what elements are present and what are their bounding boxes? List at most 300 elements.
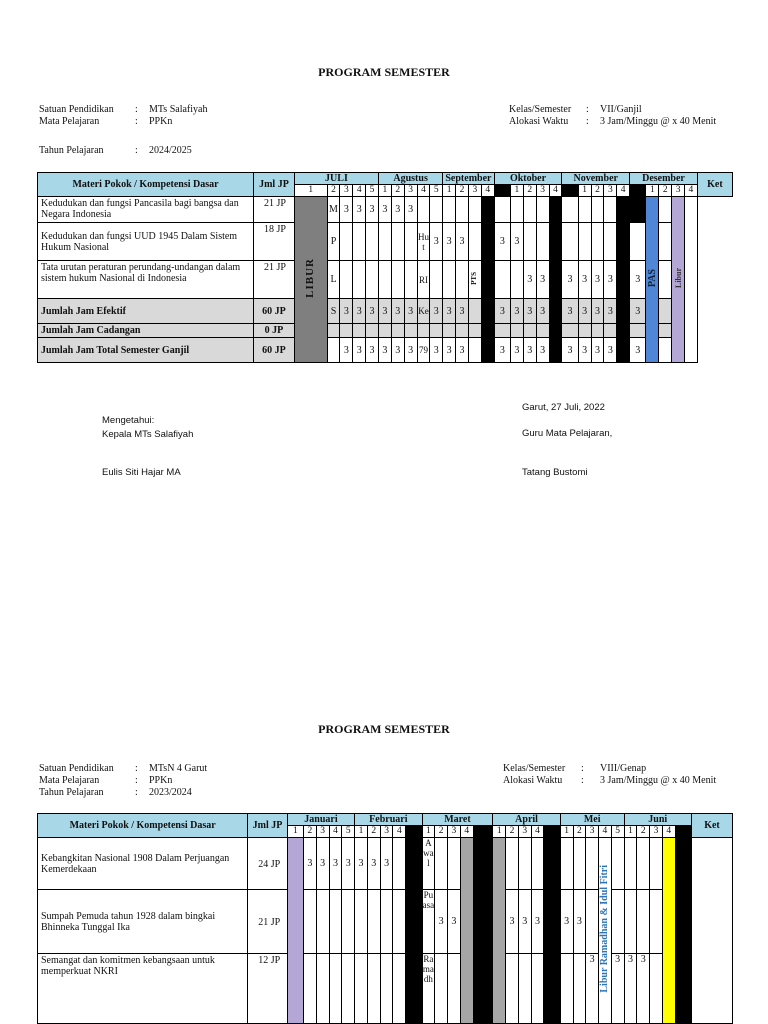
break-column	[617, 197, 630, 363]
grid-cell: 3	[340, 197, 353, 223]
grid-cell	[417, 197, 430, 223]
libur-column	[294, 197, 327, 363]
grid-cell	[468, 324, 481, 338]
grid-cell	[340, 261, 353, 299]
month-desember: Desember	[630, 173, 698, 185]
doc1-title: PROGRAM SEMESTER	[318, 65, 450, 79]
week-cell: 1	[443, 185, 456, 197]
week-cell: 3	[518, 826, 531, 838]
grid-cell	[443, 197, 456, 223]
info-label: Mata Pelajaran	[39, 775, 100, 786]
month-februari: Februari	[355, 814, 422, 826]
week-cell: 3	[404, 185, 417, 197]
month-juni: Juni	[624, 814, 691, 826]
doc1-schedule-table	[37, 172, 733, 363]
week-cell: 3	[316, 826, 329, 838]
info-sep: :	[581, 775, 584, 786]
doc1-sign-left-name: Eulis Siti Hajar MA	[102, 467, 181, 478]
grid-cell	[506, 838, 519, 890]
libur-desember-column	[672, 197, 685, 363]
month-november: November	[562, 173, 630, 185]
month-agustus: Agustus	[379, 173, 443, 185]
grid-cell: 3	[624, 954, 637, 1024]
grid-cell: 3	[456, 299, 469, 324]
week-cell: 1	[646, 185, 659, 197]
week-cell: 5	[342, 826, 355, 838]
info-row	[39, 775, 207, 787]
pas-label: PAS	[646, 268, 658, 288]
grid-cell: Hut	[417, 223, 430, 261]
week-cell	[675, 826, 691, 838]
materi-cell: Tata urutan peraturan perundang-undangan dalam sistem hukum Nasional di Indonesia	[38, 261, 254, 299]
pts-label: PTS	[470, 271, 479, 285]
grid-cell: 3	[510, 299, 523, 324]
break-column	[473, 838, 493, 1024]
grid-cell: 3	[494, 223, 510, 261]
grid-cell	[523, 324, 536, 338]
grid-cell	[562, 223, 578, 261]
doc1-left-info	[39, 104, 207, 128]
jml-cell: 21 JP	[254, 261, 295, 299]
jml-cell: 0 JP	[254, 324, 295, 338]
grid-cell: 3	[430, 338, 443, 363]
grid-cell	[562, 324, 578, 338]
grid-cell	[630, 223, 646, 261]
grid-cell: 3	[391, 338, 404, 363]
pas-column	[646, 197, 659, 363]
doc1-sign-right-name: Tatang Bustomi	[522, 467, 588, 478]
grid-cell	[435, 954, 448, 1024]
grid-cell	[611, 890, 624, 954]
doc2-left-info	[39, 763, 207, 799]
week-cell: 2	[637, 826, 650, 838]
info-sep: :	[586, 116, 589, 127]
week-cell: 2	[304, 826, 317, 838]
info-sep: :	[135, 775, 138, 786]
grid-cell: 3	[578, 261, 591, 299]
jml-cell: 18 JP	[254, 223, 295, 261]
week-cell: 2	[327, 185, 340, 197]
header-ket: Ket	[691, 814, 732, 838]
info-value: 3 Jam/Minggu @ x 40 Menit	[600, 775, 717, 786]
grid-cell	[560, 954, 573, 1024]
grid-cell: 3	[604, 338, 617, 363]
grid-cell	[468, 261, 481, 299]
grid-cell: 3	[379, 197, 392, 223]
materi-cell: Kebangkitan Nasional 1908 Dalam Perjuangan Kemerdekaan	[38, 838, 248, 890]
ket-cell	[691, 838, 732, 1024]
grid-cell: 3	[316, 838, 329, 890]
jml-cell: 21 JP	[254, 197, 295, 223]
grid-cell: 3	[630, 299, 646, 324]
sign-line: Mengetahui:	[102, 415, 155, 426]
grid-cell: 3	[591, 299, 604, 324]
grid-cell	[659, 338, 672, 363]
grid-cell: 3	[353, 338, 366, 363]
week-cell: 4	[481, 185, 494, 197]
week-cell: 3	[468, 185, 481, 197]
week-cell: 1	[422, 826, 435, 838]
doc2-title: PROGRAM SEMESTER	[318, 722, 450, 736]
grid-cell	[342, 954, 355, 1024]
info-row	[509, 116, 716, 128]
week-cell: 1	[624, 826, 637, 838]
break-column	[675, 838, 691, 1024]
materi-cell: Jumlah Jam Total Semester Ganjil	[38, 338, 254, 363]
materi-cell: Jumlah Jam Cadangan	[38, 324, 254, 338]
grid-cell	[316, 954, 329, 1024]
info-row	[503, 775, 716, 787]
week-cell: 2	[456, 185, 469, 197]
month-september: September	[443, 173, 494, 185]
materi-cell: Jumlah Jam Efektif	[38, 299, 254, 324]
grid-cell	[659, 223, 672, 261]
grid-cell	[430, 197, 443, 223]
info-row	[503, 763, 716, 775]
grid-cell	[578, 223, 591, 261]
week-cell: 4	[393, 826, 406, 838]
grid-cell: 3	[494, 299, 510, 324]
week-cell: 1	[560, 826, 573, 838]
grid-cell	[650, 838, 663, 890]
grid-cell: 3	[523, 299, 536, 324]
jml-cell: 60 JP	[254, 299, 295, 324]
grid-cell: M	[327, 197, 340, 223]
month-mei: Mei	[560, 814, 624, 826]
grid-cell	[659, 324, 672, 338]
grid-cell	[329, 954, 342, 1024]
grid-cell	[494, 197, 510, 223]
grid-cell: 3	[353, 299, 366, 324]
week-cell	[494, 185, 510, 197]
grid-cell	[659, 261, 672, 299]
grid-cell	[393, 890, 406, 954]
grid-cell: 3	[630, 261, 646, 299]
info-value: MTs Salafiyah	[149, 104, 208, 115]
week-cell	[562, 185, 578, 197]
week-cell: 5	[430, 185, 443, 197]
grid-cell	[573, 838, 586, 890]
break-column	[544, 838, 560, 1024]
grid-cell: 3	[591, 261, 604, 299]
info-label: Tahun Pelajaran	[39, 787, 104, 798]
grid-cell	[560, 838, 573, 890]
doc1-right-info	[509, 104, 716, 128]
grid-cell: 3	[404, 299, 417, 324]
info-label: Mata Pelajaran	[39, 116, 100, 127]
grid-cell	[518, 954, 531, 1024]
grid-cell	[443, 324, 456, 338]
doc1-tahun	[39, 145, 192, 157]
grid-cell	[518, 838, 531, 890]
grid-cell	[393, 954, 406, 1024]
doc2-schedule-table	[37, 813, 733, 1024]
grid-cell	[650, 954, 663, 1024]
materi-cell: Kedudukan dan fungsi Pancasila bagi bangsa dan Negara Indonesia	[38, 197, 254, 223]
week-cell: 4	[329, 826, 342, 838]
grid-cell	[342, 890, 355, 954]
grid-cell: 3	[604, 261, 617, 299]
grid-cell: 3	[562, 261, 578, 299]
doc1-sign-right-date: Garut, 27 Juli, 2022	[522, 402, 605, 413]
week-cell: 1	[510, 185, 523, 197]
week-cell: 4	[685, 185, 698, 197]
grid-cell	[316, 890, 329, 954]
grid-cell: 3	[404, 338, 417, 363]
grid-cell	[367, 954, 380, 1024]
grid-cell: 3	[366, 338, 379, 363]
grid-cell	[379, 261, 392, 299]
grid-cell	[573, 954, 586, 1024]
grid-cell: 3	[340, 299, 353, 324]
week-cell: 4	[662, 826, 675, 838]
grid-cell: 3	[506, 890, 519, 954]
grid-cell: 3	[604, 299, 617, 324]
grid-cell: 3	[531, 890, 544, 954]
week-cell: 4	[460, 826, 473, 838]
doc2-right-info	[503, 763, 716, 787]
grid-cell	[340, 223, 353, 261]
grid-cell	[637, 838, 650, 890]
info-label: Alokasi Waktu	[503, 775, 563, 786]
grid-cell: 79	[417, 338, 430, 363]
week-cell: 2	[391, 185, 404, 197]
week-cell: 4	[617, 185, 630, 197]
grid-cell: P	[327, 223, 340, 261]
week-cell: 4	[549, 185, 562, 197]
grid-cell	[327, 338, 340, 363]
info-value: 3 Jam/Minggu @ x 40 Menit	[600, 116, 717, 127]
grid-cell	[624, 838, 637, 890]
info-value: 2023/2024	[149, 787, 192, 798]
header-ket: Ket	[697, 173, 732, 197]
info-sep: :	[135, 116, 138, 127]
jml-cell: 60 JP	[254, 338, 295, 363]
grid-cell: Puasa	[422, 890, 435, 954]
info-value: PPKn	[149, 116, 173, 127]
doc1-sign-left	[102, 414, 193, 442]
grid-cell	[637, 890, 650, 954]
grid-cell	[468, 299, 481, 324]
grid-cell	[630, 324, 646, 338]
grid-cell	[391, 261, 404, 299]
grid-cell: 3	[456, 338, 469, 363]
materi-cell: Kedudukan dan fungsi UUD 1945 Dalam Sistem Hukum Nasional	[38, 223, 254, 261]
info-sep: :	[135, 763, 138, 774]
week-cell: 2	[573, 826, 586, 838]
grid-cell	[630, 197, 646, 223]
grid-cell: 3	[586, 954, 599, 1024]
grid-cell	[380, 954, 393, 1024]
jml-cell: 21 JP	[248, 890, 288, 954]
info-label: Tahun Pelajaran	[39, 145, 104, 156]
materi-cell: Semangat dan komitmen kebangsaan untuk memperkuat NKRI	[38, 954, 248, 1024]
grid-cell	[536, 223, 549, 261]
grid-cell	[393, 838, 406, 890]
week-cell: 3	[650, 826, 663, 838]
info-sep: :	[586, 104, 589, 115]
grid-cell	[404, 261, 417, 299]
grid-cell	[659, 197, 672, 223]
grid-cell	[327, 324, 340, 338]
week-cell: 1	[493, 826, 506, 838]
info-sep: :	[135, 104, 138, 115]
info-value: 2024/2025	[149, 145, 192, 156]
grid-cell	[367, 890, 380, 954]
grid-cell	[448, 838, 461, 890]
grid-cell	[510, 261, 523, 299]
grid-cell	[468, 338, 481, 363]
grid-cell: RI	[417, 261, 430, 299]
month-juli: JULI	[294, 173, 378, 185]
grid-cell	[562, 197, 578, 223]
grid-cell	[355, 954, 368, 1024]
grid-cell	[456, 324, 469, 338]
grid-cell: Ramadh	[422, 954, 435, 1024]
grid-cell: 3	[611, 954, 624, 1024]
grid-cell	[494, 324, 510, 338]
doc1-sign-right-role: Guru Mata Pelajaran,	[522, 428, 613, 439]
month-januari: Januari	[287, 814, 354, 826]
info-value: VII/Ganjil	[600, 104, 642, 115]
info-label: Kelas/Semester	[509, 104, 572, 115]
info-sep: :	[135, 145, 138, 156]
grid-cell: 3	[366, 299, 379, 324]
grid-cell: 3	[523, 261, 536, 299]
grid-cell: 3	[367, 838, 380, 890]
grid-cell: 3	[578, 299, 591, 324]
grid-cell	[329, 890, 342, 954]
mei-holiday-label: Libur Ramadhan & Idul Fitri	[599, 865, 611, 993]
grid-cell	[591, 324, 604, 338]
break-column	[549, 197, 562, 363]
week-cell: 3	[604, 185, 617, 197]
break-column	[481, 197, 494, 363]
header-jml: Jml JP	[248, 814, 288, 838]
info-label: Kelas/Semester	[503, 763, 566, 774]
week-cell: 2	[523, 185, 536, 197]
week-cell: 2	[659, 185, 672, 197]
grid-cell	[510, 197, 523, 223]
grid-cell	[391, 324, 404, 338]
grid-cell: 3	[536, 338, 549, 363]
grid-cell: L	[327, 261, 340, 299]
info-row	[39, 787, 207, 799]
grid-cell	[304, 954, 317, 1024]
grid-cell: 3	[435, 890, 448, 954]
grid-cell: 3	[456, 223, 469, 261]
info-sep: :	[581, 763, 584, 774]
grid-cell: S	[327, 299, 340, 324]
libur-label: LIBUR	[304, 258, 317, 298]
grid-cell	[366, 261, 379, 299]
grid-cell	[604, 223, 617, 261]
grid-cell	[611, 838, 624, 890]
week-cell: 3	[536, 185, 549, 197]
week-cell: 4	[417, 185, 430, 197]
grid-cell: 3	[562, 299, 578, 324]
grid-cell: 3	[510, 223, 523, 261]
month-maret: Maret	[422, 814, 493, 826]
grid-cell	[624, 890, 637, 954]
grid-cell: 3	[304, 838, 317, 890]
grid-cell	[353, 261, 366, 299]
info-row	[39, 763, 207, 775]
sign-line: Kepala MTs Salafiyah	[102, 429, 194, 440]
grid-cell	[604, 197, 617, 223]
week-cell: 3	[448, 826, 461, 838]
week-cell: 2	[591, 185, 604, 197]
grid-cell: 3	[366, 197, 379, 223]
grid-cell	[536, 197, 549, 223]
info-label: Alokasi Waktu	[509, 116, 569, 127]
grid-cell	[304, 890, 317, 954]
grid-cell	[604, 324, 617, 338]
jml-cell: 24 JP	[248, 838, 288, 890]
grid-cell	[650, 890, 663, 954]
grid-cell: 3	[560, 890, 573, 954]
grid-cell	[366, 223, 379, 261]
grid-cell	[443, 261, 456, 299]
grid-cell	[355, 890, 368, 954]
month-april: April	[493, 814, 560, 826]
week-cell: 3	[340, 185, 353, 197]
grid-cell	[591, 197, 604, 223]
grid-cell: 3	[404, 197, 417, 223]
grid-cell	[586, 838, 599, 890]
grid-cell	[379, 223, 392, 261]
grid-cell	[404, 223, 417, 261]
grid-cell	[366, 324, 379, 338]
info-value: VIII/Genap	[600, 763, 647, 774]
grid-cell	[531, 838, 544, 890]
grid-cell: 3	[340, 338, 353, 363]
week-cell: 4	[599, 826, 612, 838]
header-materi: Materi Pokok / Kompetensi Dasar	[38, 814, 248, 838]
week-cell: 1	[294, 185, 327, 197]
libur-januari-column	[287, 838, 303, 1024]
grid-cell: 3	[637, 954, 650, 1024]
week-cell: 5	[611, 826, 624, 838]
month-oktober: Oktober	[494, 173, 562, 185]
grid-cell	[380, 890, 393, 954]
week-cell: 2	[367, 826, 380, 838]
grid-cell	[536, 324, 549, 338]
week-cell: 1	[578, 185, 591, 197]
break-column	[406, 838, 422, 1024]
grid-cell	[430, 324, 443, 338]
week-cell: 4	[353, 185, 366, 197]
week-cell: 2	[435, 826, 448, 838]
grid-cell: 3	[379, 338, 392, 363]
ket-cell	[685, 197, 698, 363]
grid-cell	[591, 223, 604, 261]
grid-cell: 3	[630, 338, 646, 363]
week-cell: 5	[366, 185, 379, 197]
grid-cell: 3	[591, 338, 604, 363]
info-label: Satuan Pendidikan	[39, 104, 114, 115]
grid-cell	[468, 197, 481, 223]
grid-cell	[494, 261, 510, 299]
grid-cell: 3	[329, 838, 342, 890]
juni-yellow-column	[662, 838, 675, 1024]
grid-cell: 3	[355, 838, 368, 890]
grid-cell: 3	[443, 338, 456, 363]
grid-cell	[404, 324, 417, 338]
grid-cell	[523, 197, 536, 223]
grid-cell	[578, 197, 591, 223]
dec-label: Libur	[673, 267, 683, 288]
